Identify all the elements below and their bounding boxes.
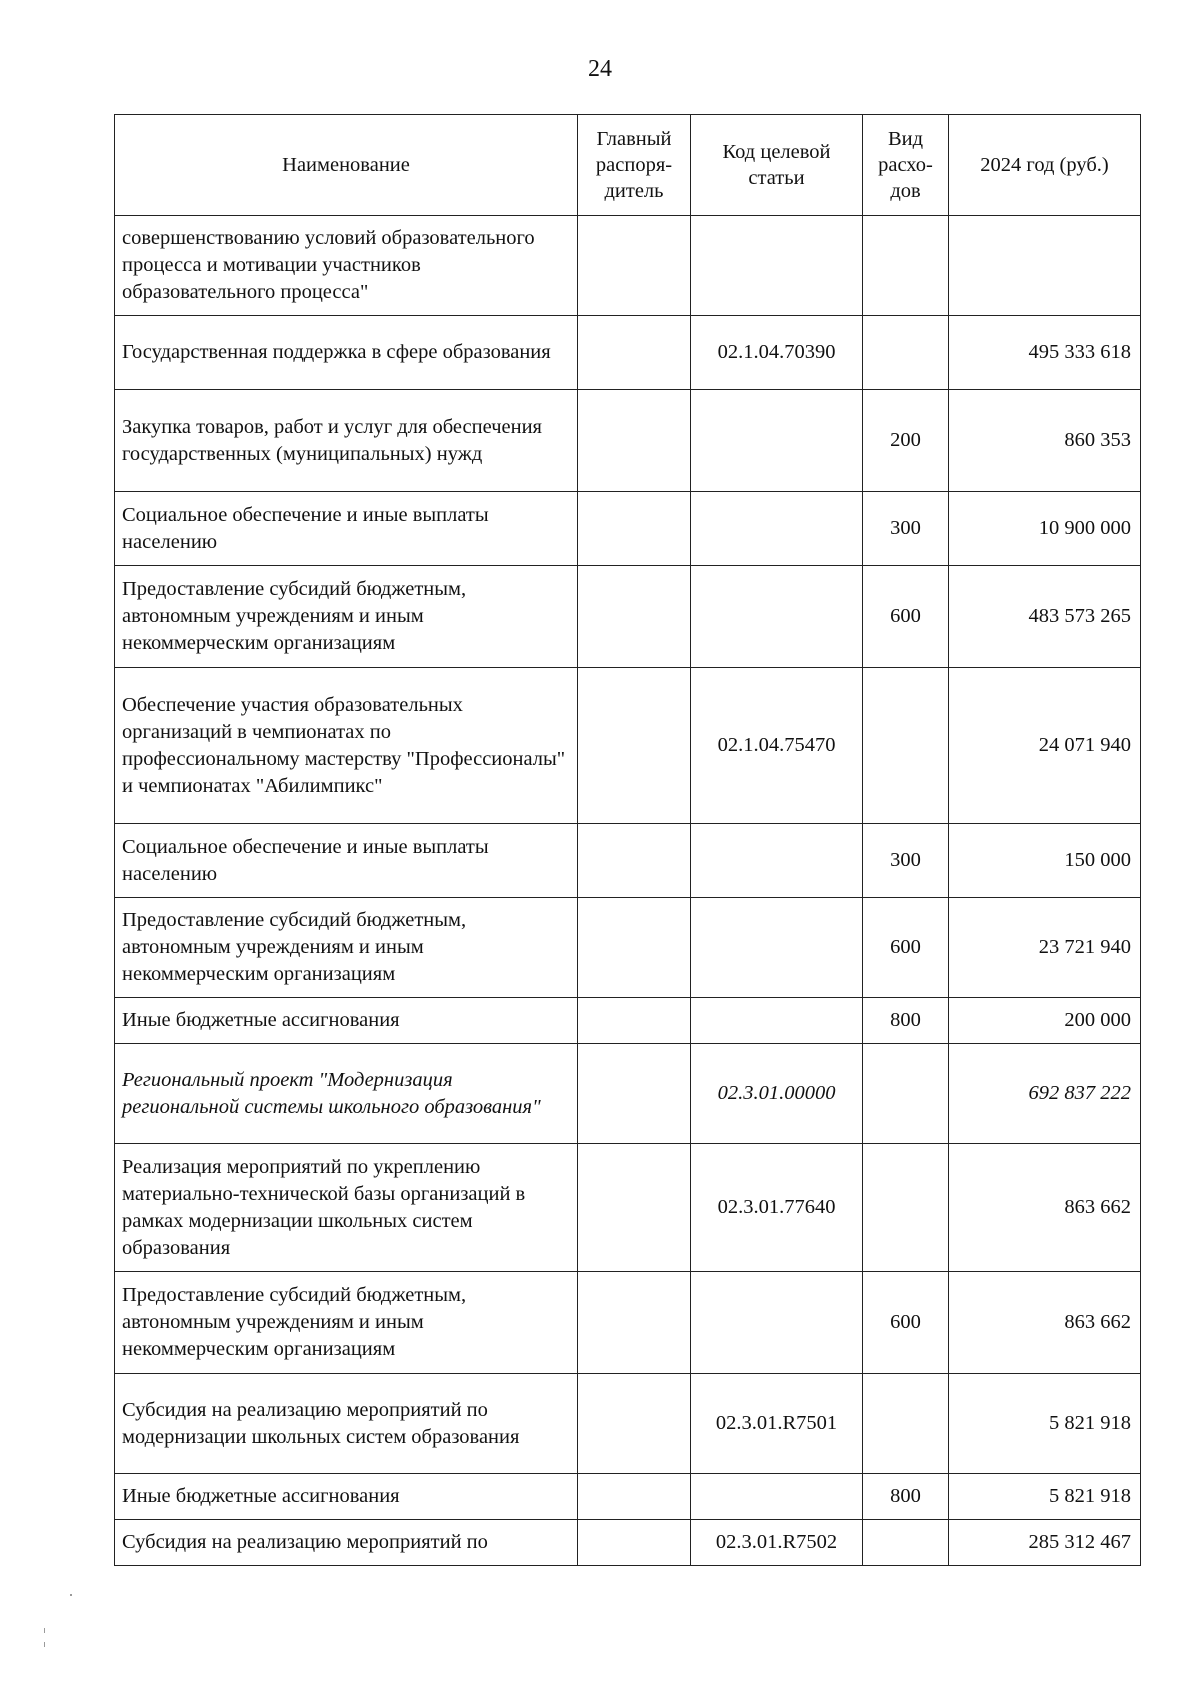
cell-kind (863, 1374, 949, 1474)
header-name: Наименование (115, 115, 578, 216)
cell-name: Социальное обеспечение и иные выплаты населению (115, 824, 578, 898)
header-amount: 2024 год (руб.) (949, 115, 1141, 216)
cell-kind (863, 216, 949, 316)
cell-kind: 300 (863, 492, 949, 566)
table-row (115, 898, 1141, 998)
cell-manager (578, 1144, 691, 1272)
cell-kind: 200 (863, 390, 949, 492)
table-row (115, 998, 1141, 1044)
cell-code: 02.3.01.77640 (691, 1144, 863, 1272)
cell-kind (863, 1044, 949, 1144)
table-row (115, 566, 1141, 668)
cell-amount: 23 721 940 (949, 898, 1141, 998)
cell-code (691, 1474, 863, 1520)
header-row (115, 115, 1141, 216)
cell-manager (578, 668, 691, 824)
table-row (115, 492, 1141, 566)
cell-code (691, 1272, 863, 1374)
table-row (115, 1144, 1141, 1272)
budget-table (114, 114, 1141, 1566)
cell-manager (578, 898, 691, 998)
table-row (115, 1044, 1141, 1144)
cell-manager (578, 390, 691, 492)
cell-name: совершенствованию условий образовательного процесса и мотивации участников образовательного процесса" (115, 216, 578, 316)
cell-manager (578, 1044, 691, 1144)
cell-amount: 285 312 467 (949, 1520, 1141, 1566)
cell-amount: 5 821 918 (949, 1374, 1141, 1474)
cell-name: Предоставление субсидий бюджетным, автономным учреждениям и иным некоммерческим организациям (115, 1272, 578, 1374)
page-number: 24 (588, 56, 612, 82)
cell-kind: 800 (863, 1474, 949, 1520)
cell-kind: 600 (863, 898, 949, 998)
header-manager: Главный распоря-дитель (578, 115, 691, 216)
cell-name: Реализация мероприятий по укреплению материально-технической базы организаций в рамках модернизации школьных систем образования (115, 1144, 578, 1272)
cell-code (691, 216, 863, 316)
table-row (115, 316, 1141, 390)
cell-kind: 600 (863, 566, 949, 668)
cell-name: Закупка товаров, работ и услуг для обеспечения государственных (муниципальных) нужд (115, 390, 578, 492)
scan-dot (70, 1594, 72, 1596)
cell-amount: 863 662 (949, 1144, 1141, 1272)
cell-manager (578, 998, 691, 1044)
cell-manager (578, 566, 691, 668)
cell-kind: 600 (863, 1272, 949, 1374)
cell-code (691, 390, 863, 492)
cell-amount: 5 821 918 (949, 1474, 1141, 1520)
cell-kind (863, 1520, 949, 1566)
cell-amount: 24 071 940 (949, 668, 1141, 824)
table-row (115, 216, 1141, 316)
cell-code: 02.3.01.R7502 (691, 1520, 863, 1566)
table-header (115, 115, 1141, 216)
header-kind: Вид расхо-дов (863, 115, 949, 216)
cell-kind (863, 1144, 949, 1272)
cell-amount: 150 000 (949, 824, 1141, 898)
cell-name: Региональный проект "Модернизация региональной системы школьного образования" (115, 1044, 578, 1144)
table-body (115, 216, 1141, 1566)
cell-name: Субсидия на реализацию мероприятий по (115, 1520, 578, 1566)
cell-code: 02.3.01.R7501 (691, 1374, 863, 1474)
cell-code (691, 824, 863, 898)
table-row (115, 1474, 1141, 1520)
cell-name: Государственная поддержка в сфере образования (115, 316, 578, 390)
cell-manager (578, 1520, 691, 1566)
cell-code (691, 492, 863, 566)
cell-amount: 200 000 (949, 998, 1141, 1044)
cell-name: Субсидия на реализацию мероприятий по модернизации школьных систем образования (115, 1374, 578, 1474)
cell-amount: 483 573 265 (949, 566, 1141, 668)
table-row (115, 824, 1141, 898)
cell-manager (578, 1474, 691, 1520)
scan-dot (44, 1628, 45, 1633)
cell-amount: 10 900 000 (949, 492, 1141, 566)
cell-code: 02.1.04.75470 (691, 668, 863, 824)
cell-manager (578, 492, 691, 566)
cell-kind (863, 668, 949, 824)
cell-manager (578, 1374, 691, 1474)
cell-code: 02.3.01.00000 (691, 1044, 863, 1144)
cell-name: Иные бюджетные ассигнования (115, 998, 578, 1044)
cell-amount (949, 216, 1141, 316)
cell-name: Предоставление субсидий бюджетным, автономным учреждениям и иным некоммерческим организациям (115, 898, 578, 998)
cell-amount: 860 353 (949, 390, 1141, 492)
cell-name: Обеспечение участия образовательных организаций в чемпионатах по профессиональному мастерству "Профессионалы" и чемпионатах "Абилимпикс" (115, 668, 578, 824)
cell-amount: 692 837 222 (949, 1044, 1141, 1144)
cell-kind: 300 (863, 824, 949, 898)
cell-manager (578, 316, 691, 390)
cell-code (691, 998, 863, 1044)
cell-amount: 495 333 618 (949, 316, 1141, 390)
scan-dot (44, 1642, 45, 1647)
cell-kind: 800 (863, 998, 949, 1044)
table-row (115, 1520, 1141, 1566)
cell-amount: 863 662 (949, 1272, 1141, 1374)
table-row (115, 1374, 1141, 1474)
cell-code (691, 898, 863, 998)
cell-name: Предоставление субсидий бюджетным, автономным учреждениям и иным некоммерческим организациям (115, 566, 578, 668)
table-row (115, 1272, 1141, 1374)
cell-code (691, 566, 863, 668)
header-code: Код целевой статьи (691, 115, 863, 216)
cell-kind (863, 316, 949, 390)
table-row (115, 390, 1141, 492)
table-row (115, 668, 1141, 824)
cell-name: Социальное обеспечение и иные выплаты населению (115, 492, 578, 566)
cell-manager (578, 1272, 691, 1374)
cell-manager (578, 216, 691, 316)
cell-manager (578, 824, 691, 898)
cell-name: Иные бюджетные ассигнования (115, 1474, 578, 1520)
cell-code: 02.1.04.70390 (691, 316, 863, 390)
